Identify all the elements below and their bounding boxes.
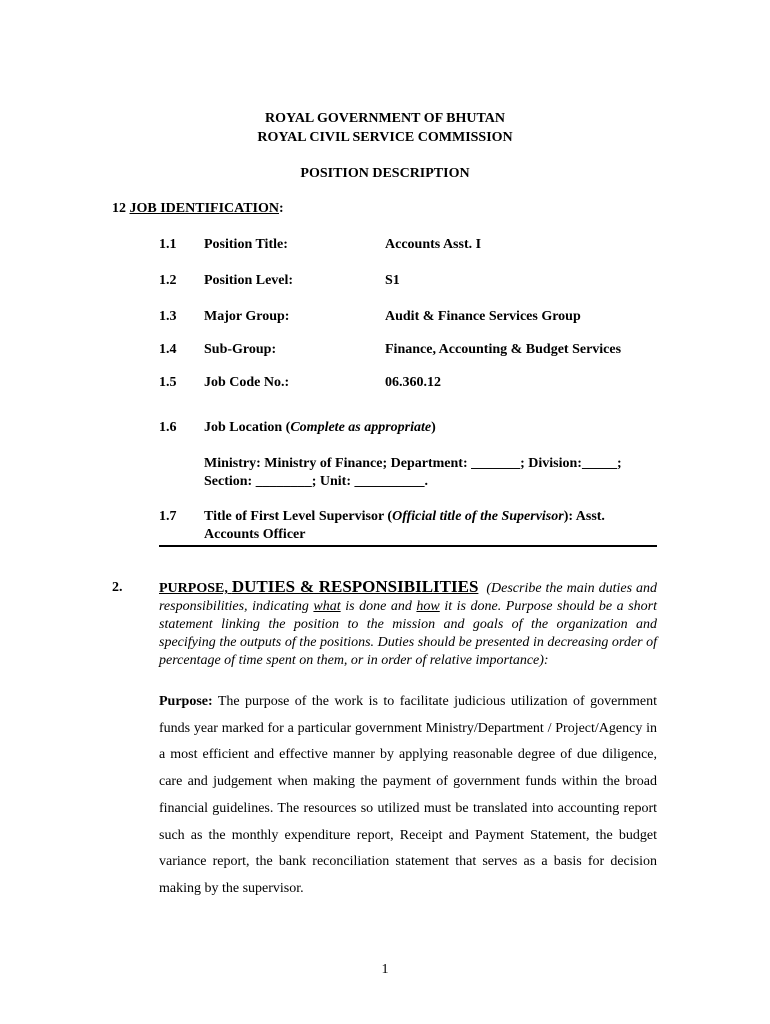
item-1-4-number: 1.4 (159, 342, 177, 357)
section2-desc-part1: (Describe the main duties and responsibilities, indicating (159, 581, 657, 614)
section2-desc-part2: is done and (340, 599, 417, 614)
item-1-3-number: 1.3 (159, 309, 177, 324)
item-1-2-number: 1.2 (159, 273, 177, 288)
location-label-start: Job Location ( (204, 420, 291, 435)
section2-desc-what: what (313, 599, 341, 614)
item-1-6-number: 1.6 (159, 420, 177, 435)
supervisor-text-italic: Official title of the Supervisor (392, 509, 564, 524)
item-1-3-label: Major Group: (204, 309, 290, 324)
item-1-5-value: 06.360.12 (385, 375, 441, 390)
section2-title (159, 577, 479, 596)
item-1-5-number: 1.5 (159, 375, 177, 390)
header-line-2: ROYAL CIVIL SERVICE COMMISSION (257, 130, 513, 145)
item-1-2-value: S1 (385, 273, 400, 288)
section1-number: 12 (112, 201, 126, 216)
section-divider (159, 545, 657, 547)
section2-desc-how: how (416, 599, 440, 614)
item-1-3-value: Audit & Finance Services Group (385, 309, 581, 324)
item-1-4-label: Sub-Group: (204, 342, 277, 357)
item-1-6-label (204, 420, 436, 436)
item-1-1-value: Accounts Asst. I (385, 237, 482, 252)
section1-colon: : (279, 201, 284, 216)
section1-title: JOB IDENTIFICATION (129, 201, 279, 216)
location-line-2: Section: ________; Unit: __________. (204, 474, 428, 489)
item-1-5-label: Job Code No.: (204, 375, 290, 390)
section2-desc-part3: it is done. Purpose should be a short statement linking the position to the mission and goals of the organization and specifying the outputs of the positions. Duties should be presented in decreasing order of percentage of time spent on them, or in order of relative importance): (159, 599, 657, 668)
item-1-7-number: 1.7 (159, 509, 177, 524)
location-label-italic: Complete as appropriate (290, 420, 432, 435)
purpose-label: Purpose: (159, 694, 213, 709)
document-title: POSITION DESCRIPTION (300, 166, 470, 181)
header-line-1: ROYAL GOVERNMENT OF BHUTAN (265, 111, 505, 126)
supervisor-text-start: Title of First Level Supervisor ( (204, 509, 393, 524)
section2-title-big: DUTIES & RESPONSIBILITIES (231, 577, 479, 596)
item-1-1-label: Position Title: (204, 237, 288, 252)
item-1-4-value: Finance, Accounting & Budget Services (385, 342, 622, 357)
section2-number: 2. (112, 580, 123, 595)
supervisor-text-end: ): Asst. (563, 509, 605, 524)
section2-title-small: PURPOSE, (159, 581, 232, 596)
section1-heading (112, 201, 284, 217)
section2-intro (159, 578, 657, 670)
location-label-end: ) (431, 420, 436, 435)
purpose-text: The purpose of the work is to facilitate judicious utilization of government funds year marked for a particular government Ministry/Department / Project/Agency in a most efficient and effective manner by applying reasonable degree of due diligence, care and judgement when making the payment of government funds within the broad financial guidelines. The resources so utilized must be translated into accounting report such as the monthly expenditure report, Receipt and Payment Statement, the budget variance report, the bank reconciliation statement that serves as a basis for decision making by the supervisor. (159, 694, 657, 896)
location-line-1: Ministry: Ministry of Finance; Department: _______; Division:_____; (204, 456, 622, 471)
item-1-2-label: Position Level: (204, 273, 294, 288)
item-1-1-number: 1.1 (159, 237, 177, 252)
item-1-7-text (204, 509, 605, 525)
purpose-paragraph (159, 689, 657, 903)
page-number: 1 (381, 962, 389, 977)
supervisor-line-2: Accounts Officer (204, 527, 306, 542)
